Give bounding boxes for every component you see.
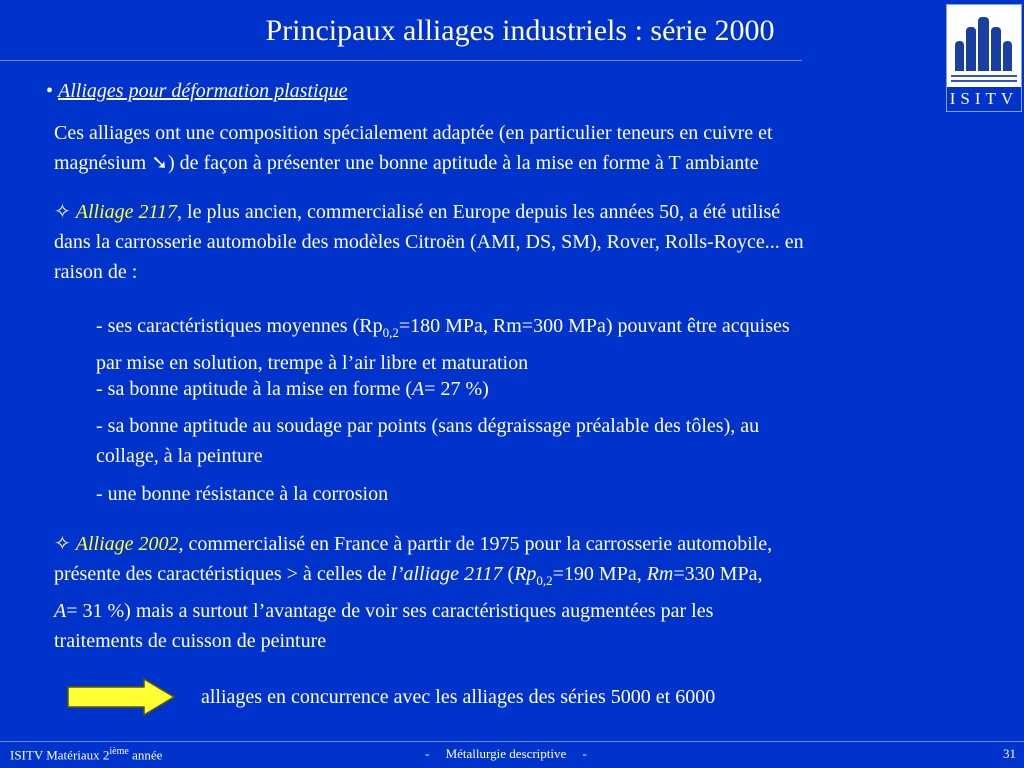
variable-a: A (412, 378, 425, 400)
alloy-2117-line-2: dans la carrosserie automobile des modèles Citroën (AMI, DS, SM), Rover, Rolls-Royce... en (54, 231, 804, 253)
subscript: 0,2 (382, 325, 399, 340)
alloy-2117-item-3 (96, 411, 759, 471)
alloy-2002-text: = 31 %) mais a surtout l’avantage de voir ses caractéristiques augmentées par les (66, 600, 714, 622)
superscript: ième (109, 746, 129, 757)
star-icon: ✧ (54, 533, 71, 555)
footer-text: année (128, 747, 163, 763)
item-text: = 27 %) (424, 378, 489, 400)
logo-building (955, 41, 964, 73)
arrow-down-right-icon: ➘ (151, 152, 168, 174)
footer-text: ISITV Matériaux 2 (10, 747, 110, 763)
alloy-2002-line-1 (54, 529, 772, 559)
alloy-2117-reference: l’alliage 2117 (391, 563, 503, 585)
item-text: - ses caractéristiques moyennes (Rp (96, 315, 383, 337)
alloy-2117-line-1 (54, 197, 804, 227)
section-heading (46, 76, 347, 106)
item-text: =180 MPa, Rm=300 MPa) pouvant être acquises (398, 315, 790, 337)
alloy-2117-paragraph (54, 197, 804, 287)
intro-paragraph (54, 118, 773, 178)
alloy-2002-paragraph (54, 529, 772, 656)
alloy-2117-line-3: raison de : (54, 261, 138, 283)
variable-a: A (54, 600, 67, 622)
alloy-2002-line-3 (54, 596, 772, 626)
intro-text: ) de façon à présenter une bonne aptitude à la mise en forme à T ambiante (167, 152, 759, 174)
logo-wave (951, 80, 1017, 82)
item-text: - sa bonne aptitude à la mise en forme ( (96, 378, 412, 400)
alloy-2117-text: , le plus ancien, commercialisé en Europe depuis les années 50, a été utilisé (177, 201, 781, 223)
intro-text: magnésium (54, 152, 152, 174)
alloy-2117-item-2 (96, 374, 489, 404)
alloy-2002-text: ( (502, 563, 515, 585)
footer-course (10, 746, 162, 763)
isitv-logo (946, 4, 1022, 112)
section-heading-text: Alliages pour déformation plastique (58, 80, 348, 102)
alloy-2002-text: présente des caractéristiques > à celles de (54, 563, 392, 585)
logo-building (966, 27, 976, 73)
footer-divider (0, 741, 1024, 742)
logo-building (978, 17, 989, 73)
logo-lettering: ISITV (947, 87, 1021, 111)
alloy-2117-item-1 (96, 311, 790, 378)
alloy-2117-name: Alliage 2117 (75, 201, 178, 223)
title-divider (0, 60, 802, 61)
footer-subject: - Métallurgie descriptive - (425, 746, 587, 761)
logo-building (1003, 41, 1012, 73)
slide-title: Principaux alliages industriels : série 2000 (265, 14, 775, 47)
alloy-2002-text: =190 MPa, (552, 563, 647, 585)
intro-line-2 (54, 148, 773, 178)
alloy-2002-text: , commercialisé en France à partir de 1975 pour la carrosserie automobile, (178, 533, 773, 555)
item-text: par mise en solution, trempe à l’air libre et maturation (96, 352, 529, 374)
conclusion-text: alliages en concurrence avec les alliages des séries 5000 et 6000 (201, 686, 716, 708)
logo-wave (951, 75, 1017, 77)
star-icon: ✧ (54, 201, 71, 223)
page-number: 31 (1003, 746, 1016, 761)
variable-rp: Rp (514, 563, 537, 585)
subscript: 0,2 (536, 573, 553, 588)
variable-rm: Rm (646, 563, 674, 585)
alloy-2002-text: =330 MPa, (673, 563, 763, 585)
logo-building (991, 27, 1001, 73)
alloy-2002-line-2 (54, 559, 772, 596)
item-text: - sa bonne aptitude au soudage par points (sans dégraissage préalable des tôles), au (96, 415, 760, 437)
alloy-2117-item-4: - une bonne résistance à la corrosion (96, 483, 389, 505)
bullet: • (46, 80, 54, 102)
item-text: collage, à la peinture (96, 445, 263, 467)
alloy-2002-name: Alliage 2002 (75, 533, 179, 555)
yellow-arrow-icon (66, 677, 178, 717)
intro-line-1: Ces alliages ont une composition spécialement adaptée (en particulier teneurs en cuivre et (54, 122, 773, 144)
alloy-2002-line-4: traitements de cuisson de peinture (54, 630, 327, 652)
